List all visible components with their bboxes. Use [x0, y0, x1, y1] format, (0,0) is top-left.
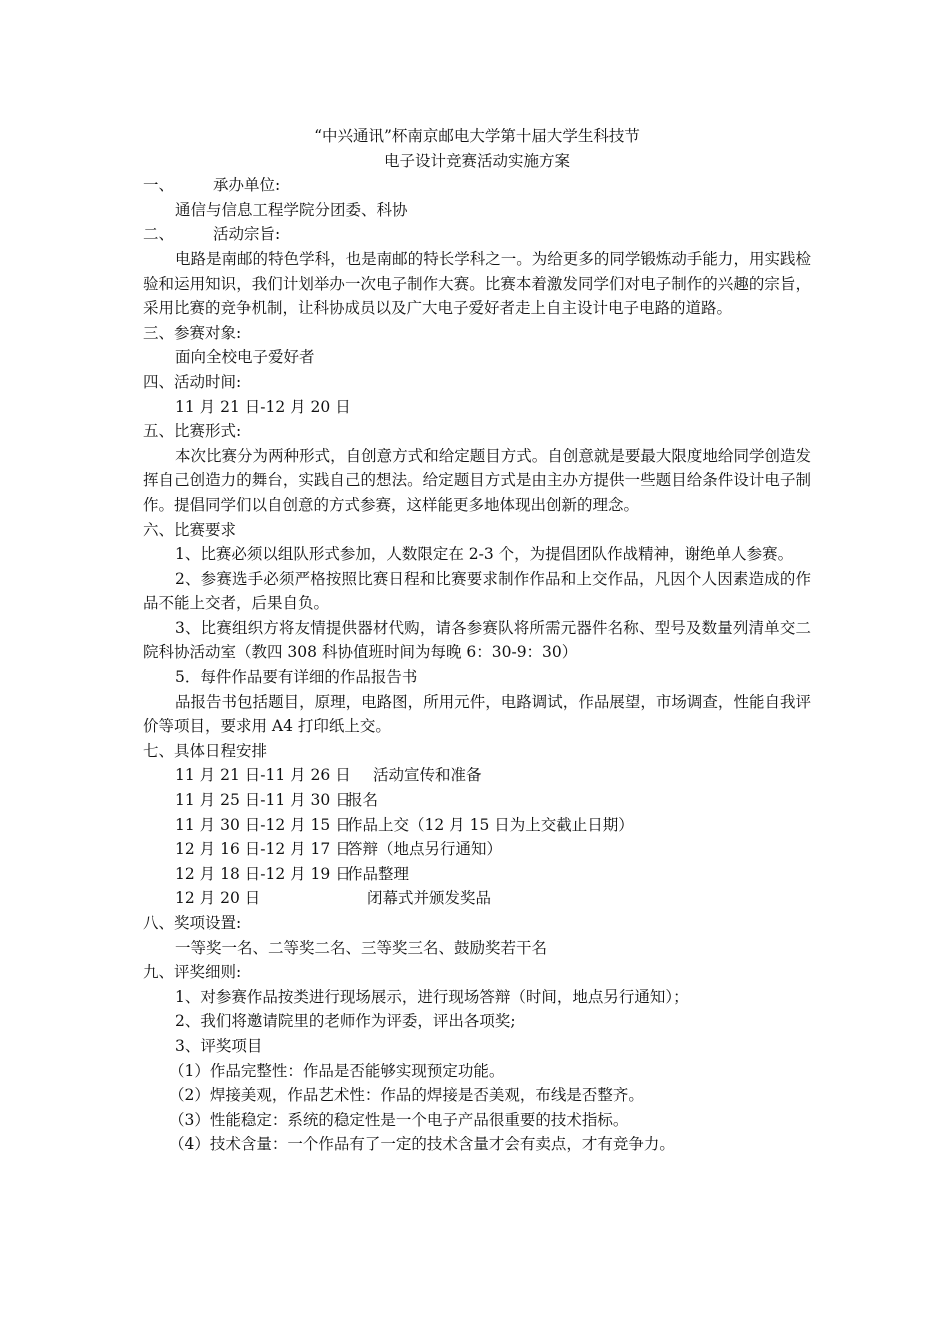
award-rule-item: 2、我们将邀请院里的老师作为评委，评出各项奖;	[175, 1012, 516, 1031]
requirement-item: 品报告书包括题目，原理，电路图，所用元件，电路调试，作品展望，市场调查，性能自我评价等项目，要求用 A4 打印纸上交。	[143, 692, 811, 736]
schedule-date: 11 月 30 日-12 月 15 日	[175, 815, 351, 834]
award-criterion: （2）焊接美观，作品艺术性：作品的焊接是否美观，布线是否整齐。	[169, 1086, 644, 1105]
section-6-heading: 六、比赛要求	[143, 520, 237, 539]
schedule-event: 答辩（地点另行通知）	[347, 840, 503, 859]
section-2-heading	[143, 222, 811, 247]
schedule-event: 活动宣传和准备	[373, 766, 482, 785]
schedule-date: 12 月 20 日	[175, 889, 261, 908]
section-title: 活动宗旨:	[213, 225, 281, 244]
document-body	[143, 124, 811, 1157]
schedule-row	[143, 813, 811, 838]
schedule-event: 闭幕式并颁发奖品	[367, 889, 492, 908]
schedule-row	[143, 763, 811, 788]
section-number: 二、	[143, 225, 175, 244]
doc-title-line1: “中兴通讯”杯南京邮电大学第十届大学生科技节	[314, 127, 640, 145]
requirement-item: 2、参赛选手必须严格按照比赛日程和比赛要求制作作品和上交作品，凡因个人因素造成的作品不能上交者，后果自负。	[143, 569, 811, 613]
section-4-heading: 四、活动时间:	[143, 372, 242, 391]
schedule-event: 报名	[347, 791, 379, 810]
award-rule-item: 3、评奖项目	[175, 1036, 263, 1055]
award-rule-item: 1、对参赛作品按类进行现场展示，进行现场答辩（时间，地点另行通知）；	[175, 987, 689, 1006]
award-criterion: （4）技术含量：一个作品有了一定的技术含量才会有卖点，才有竞争力。	[169, 1135, 675, 1154]
requirement-item: 3、比赛组织方将友情提供器材代购，请各参赛队将所需元器件名称、型号及数量列清单交二院科协活动室（教四 308 科协值班时间为每晚 6：30-9：30）	[143, 618, 811, 662]
section-3-body: 面向全校电子爱好者	[175, 348, 315, 367]
award-criterion: （3）性能稳定：系统的稳定性是一个电子产品很重要的技术指标。	[169, 1110, 629, 1129]
section-5-heading: 五、比赛形式:	[143, 422, 242, 441]
schedule-row	[143, 837, 811, 862]
section-3-heading: 三、参赛对象:	[143, 323, 242, 342]
requirement-item: 5．每件作品要有详细的作品报告书	[175, 668, 418, 687]
section-2-body: 电路是南邮的特色学科，也是南邮的特长学科之一。为给更多的同学锻炼动手能力，用实践检验和运用知识，我们计划举办一次电子制作大赛。比赛本着激发同学们对电子制作的兴趣的宗旨，采用比赛的竞争机制，让科协成员以及广大电子爱好者走上自主设计电子电路的道路。	[143, 249, 811, 318]
schedule-row	[143, 862, 811, 887]
section-1-body: 通信与信息工程学院分团委、科协	[175, 200, 408, 219]
schedule-row	[143, 886, 811, 911]
award-criterion: （1）作品完整性：作品是否能够实现预定功能。	[169, 1061, 505, 1080]
section-5-body: 本次比赛分为两种形式，自创意方式和给定题目方式。自创意就是要最大限度地给同学创造发挥自己创造力的舞台，实践自己的想法。给定题目方式是由主办方提供一些题目给条件设计电子制作。提倡同学们以自创意的方式参赛，这样能更多地体现出创新的理念。	[143, 446, 811, 514]
schedule-date: 12 月 18 日-12 月 19 日	[175, 864, 351, 883]
section-8-heading: 八、奖项设置:	[143, 914, 242, 932]
schedule-date: 11 月 25 日-11 月 30 日	[175, 791, 351, 810]
section-7-heading: 七、具体日程安排	[143, 741, 268, 760]
section-title: 承办单位:	[213, 176, 281, 195]
section-4-body: 11 月 21 日-12 月 20 日	[175, 397, 351, 416]
requirement-item: 1、比赛必须以组队形式参加，人数限定在 2-3 个，为提倡团队作战精神，谢绝单人参赛。	[175, 545, 794, 564]
section-9-heading: 九、评奖细则:	[143, 963, 242, 982]
schedule-date: 11 月 21 日-11 月 26 日	[175, 766, 351, 785]
schedule-event: 作品整理	[347, 864, 410, 883]
doc-title-line2: 电子设计竞赛活动实施方案	[383, 151, 570, 170]
section-number: 一、	[143, 176, 175, 195]
schedule-event: 作品上交（12 月 15 日为上交截止日期）	[347, 815, 634, 834]
section-1-heading	[143, 173, 811, 198]
schedule-row	[143, 788, 811, 813]
section-8-body: 一等奖一名、二等奖二名、三等奖三名、鼓励奖若干名	[175, 938, 548, 957]
schedule-date: 12 月 16 日-12 月 17 日	[175, 840, 351, 859]
